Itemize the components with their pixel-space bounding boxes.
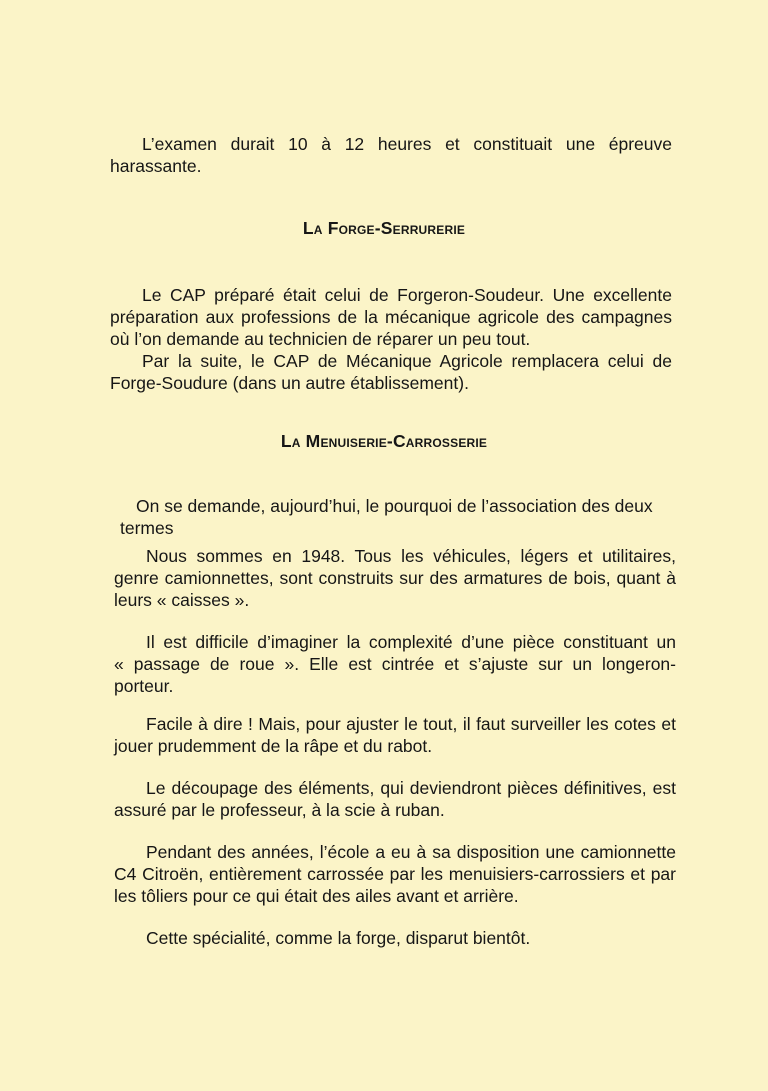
text-line: Pendant des années, l’école a eu à sa disposition une camionnette bbox=[146, 842, 676, 862]
text-line: où l’on demande au technicien de réparer un peu tout. bbox=[110, 329, 531, 349]
text-line: préparation aux professions de la mécanique agricole des campagnes bbox=[110, 307, 672, 327]
text-line: Nous sommes en 1948. Tous les véhicules, légers et utilitaires, bbox=[146, 546, 676, 566]
text-line: Par la suite, le CAP de Mécanique Agricole remplacera celui de bbox=[142, 351, 672, 371]
heading-forge-serrurerie: La Forge-Serrurerie bbox=[302, 218, 466, 238]
text-line: « passage de roue ». Elle est cintrée et s’ajuste sur un longeron- bbox=[114, 654, 676, 674]
paragraph-1948 bbox=[114, 545, 676, 611]
text-line: On se demande, aujourd’hui, le pourquoi de l’association des deux bbox=[136, 496, 653, 516]
text-line: Le CAP préparé était celui de Forgeron-Soudeur. Une excellente bbox=[142, 285, 672, 305]
heading-menuiserie-carrosserie: La Menuiserie-Carrosserie bbox=[280, 431, 488, 451]
text-line: genre camionnettes, sont construits sur des armatures de bois, quant à bbox=[114, 568, 676, 588]
text-line: leurs « caisses ». bbox=[114, 590, 250, 610]
text-line: jouer prudemment de la râpe et du rabot. bbox=[114, 736, 433, 756]
paragraph-association bbox=[120, 495, 665, 539]
text-line: harassante. bbox=[110, 156, 202, 176]
paragraph-cap-forgeron bbox=[110, 284, 672, 350]
text-line: Le découpage des éléments, qui deviendront pièces définitives, est bbox=[146, 778, 676, 798]
text-line: assuré par le professeur, à la scie à ruban. bbox=[114, 800, 445, 820]
text-line: porteur. bbox=[114, 676, 174, 696]
text-line: Forge-Soudure (dans un autre établissement). bbox=[110, 373, 469, 393]
paragraph-facile bbox=[114, 713, 676, 757]
text-line: Cette spécialité, comme la forge, disparut bientôt. bbox=[146, 928, 531, 948]
text-line: Facile à dire ! Mais, pour ajuster le tout, il faut surveiller les cotes et bbox=[146, 714, 676, 734]
paragraph-camionnette bbox=[114, 841, 676, 907]
paragraph-decoupage bbox=[114, 777, 676, 821]
paragraph-cap-mecanique bbox=[110, 350, 672, 394]
paragraph-examen bbox=[110, 133, 672, 177]
text-line: Il est difficile d’imaginer la complexité d’une pièce constituant un bbox=[146, 632, 676, 652]
paragraph-specialite bbox=[114, 927, 676, 949]
text-line: les tôliers pour ce qui était des ailes avant et arrière. bbox=[114, 886, 519, 906]
text-line: L’examen durait 10 à 12 heures et constituait une épreuve bbox=[142, 134, 672, 154]
paragraph-passage-de-roue bbox=[114, 631, 676, 697]
text-line: C4 Citroën, entièrement carrossée par les menuisiers-carrossiers et par bbox=[114, 864, 676, 884]
text-line: termes bbox=[120, 518, 174, 538]
